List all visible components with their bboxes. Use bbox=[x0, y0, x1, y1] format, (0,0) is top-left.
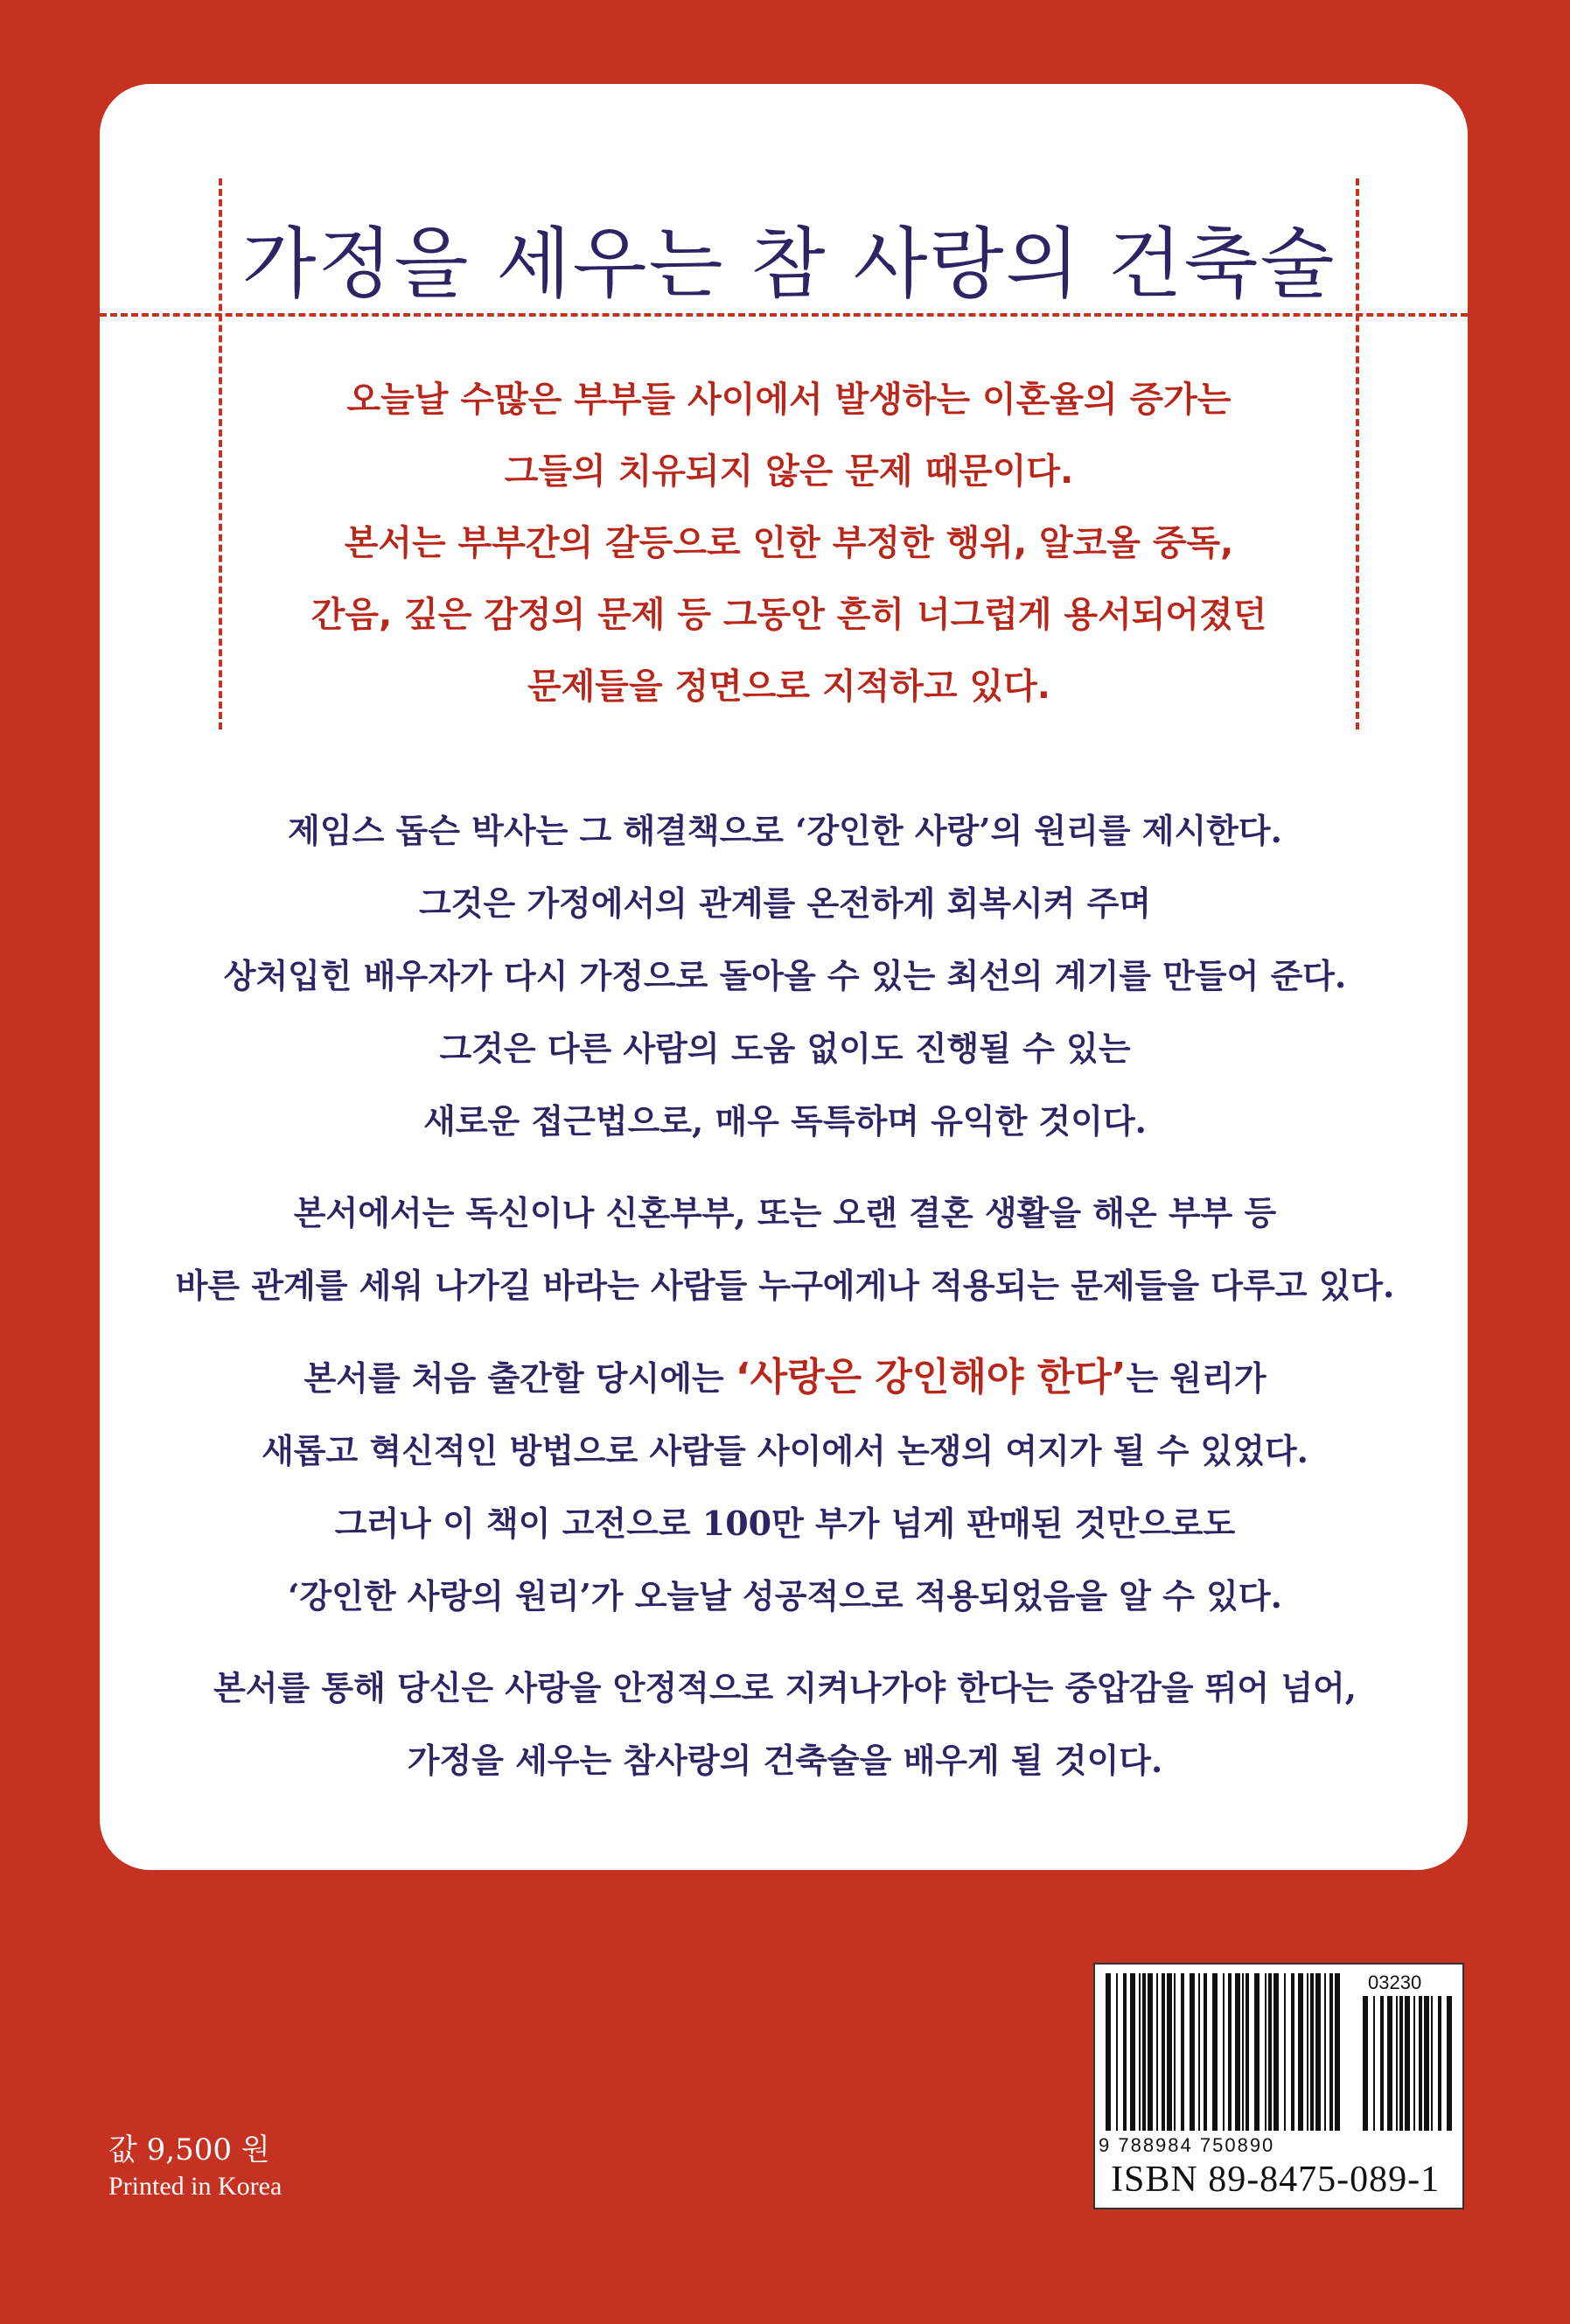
body-line: 바른 관계를 세워 나가길 바라는 사람들 누구에게나 적용되는 문제들을 다루고 있다. bbox=[175, 1266, 1395, 1305]
barcode-bar bbox=[1387, 1996, 1392, 2131]
body-line: 본서를 통해 당신은 사랑을 안정적으로 지켜나가야 한다는 중압감을 뛰어 넘어, bbox=[213, 1668, 1357, 1707]
body-line: ‘강인한 사랑의 원리’가 오늘날 성공적으로 적용되었음을 알 수 있다. bbox=[288, 1576, 1282, 1616]
barcode-bar bbox=[1198, 1973, 1200, 2131]
barcode-bar bbox=[1148, 1973, 1153, 2131]
body-line: 그것은 다른 사람의 도움 없이도 진행될 수 있는 bbox=[439, 1029, 1131, 1068]
summary-line: 문제들을 정면으로 지적하고 있다. bbox=[527, 666, 1050, 707]
printed-in-label: Printed in Korea bbox=[108, 2172, 283, 2201]
barcode-bar bbox=[1291, 1973, 1294, 2131]
barcode-bar bbox=[1298, 1973, 1303, 2131]
body-line: 새로운 접근법으로, 매우 독특하며 유익한 것이다. bbox=[423, 1101, 1147, 1141]
barcode-bar bbox=[1223, 1973, 1225, 2131]
barcode-bar bbox=[1315, 1973, 1321, 2131]
price-label: 값 9,500 원 bbox=[108, 2132, 270, 2167]
highlight-phrase: ‘사랑은 강인해야 한다’ bbox=[735, 1355, 1127, 1399]
barcode-bars-main bbox=[1106, 1973, 1340, 2131]
barcode-bar bbox=[1174, 1973, 1176, 2131]
barcode-bar bbox=[1242, 1973, 1244, 2131]
barcode-bar bbox=[1167, 1973, 1172, 2131]
barcode-bar bbox=[1190, 1973, 1195, 2131]
barcode-bars-addon bbox=[1363, 1996, 1452, 2131]
barcode-graphic bbox=[1095, 1965, 1466, 2157]
barcode-bar bbox=[1335, 1973, 1340, 2131]
barcode-bar bbox=[1268, 1973, 1272, 2131]
dashed-title-divider bbox=[100, 313, 1468, 317]
summary-block bbox=[236, 364, 1342, 722]
body-text-after-highlight: 는 원리가 bbox=[1126, 1358, 1266, 1398]
barcode-bar bbox=[1380, 1996, 1384, 2131]
paragraph-4 bbox=[140, 1651, 1430, 1797]
barcode-bar bbox=[1130, 1973, 1135, 2131]
barcode-bar bbox=[1156, 1973, 1158, 2131]
barcode-bar bbox=[1273, 1973, 1279, 2131]
body-text-before-highlight: 본서를 처음 출간할 당시에는 bbox=[304, 1358, 736, 1398]
barcode-block bbox=[1093, 1963, 1464, 2209]
paragraph-1 bbox=[140, 794, 1430, 1157]
barcode-bar bbox=[1324, 1973, 1326, 2131]
body-line: 그러나 이 책이 고전으로 100만 부가 넘게 판매된 것만으로도 bbox=[334, 1504, 1236, 1543]
barcode-bar bbox=[1419, 1996, 1422, 2131]
barcode-bar bbox=[1310, 1973, 1314, 2131]
book-title: 가정을 세우는 참 사랑의 건축술 bbox=[241, 219, 1336, 309]
barcode-bar bbox=[1235, 1973, 1240, 2131]
paragraph-3 bbox=[140, 1341, 1430, 1632]
barcode-bar bbox=[1228, 1973, 1232, 2131]
summary-line: 그들의 치유되지 않은 문제 때문이다. bbox=[504, 451, 1074, 492]
barcode-bar bbox=[1142, 1973, 1146, 2131]
body-text bbox=[140, 794, 1430, 1816]
barcode-bar bbox=[1363, 1996, 1368, 2131]
barcode-bar bbox=[1424, 1996, 1429, 2131]
barcode-bar bbox=[1447, 1996, 1452, 2131]
barcode-bar bbox=[1396, 1996, 1398, 2131]
body-line: 상처입힌 배우자가 다시 가정으로 돌아올 수 있는 최선의 계기를 만들어 준다. bbox=[223, 956, 1347, 995]
barcode-bar bbox=[1106, 1973, 1111, 2131]
barcode-bar bbox=[1265, 1973, 1266, 2131]
barcode-bar bbox=[1329, 1973, 1333, 2131]
barcode-bar bbox=[1139, 1973, 1141, 2131]
barcode-bar bbox=[1116, 1973, 1118, 2131]
summary-line: 본서는 부부간의 갈등으로 인한 부정한 행위, 알코올 중독, bbox=[344, 523, 1234, 563]
barcode-bar bbox=[1438, 1996, 1441, 2131]
barcode-bar bbox=[1181, 1973, 1184, 2131]
body-line: 제임스 돕슨 박사는 그 해결책으로 ‘강인한 사랑’의 원리를 제시한다. bbox=[288, 811, 1282, 850]
barcode-bar bbox=[1373, 1996, 1375, 2131]
barcode-bar bbox=[1204, 1973, 1207, 2131]
body-line: 가정을 세우는 참사랑의 건축술을 배우게 될 것이다. bbox=[407, 1741, 1163, 1780]
barcode-bar bbox=[1405, 1996, 1410, 2131]
barcode-bar bbox=[1399, 1996, 1403, 2131]
barcode-bar bbox=[1123, 1973, 1127, 2131]
summary-line: 간음, 깊은 감정의 문제 등 그동안 흔히 너그럽게 용서되어졌던 bbox=[311, 595, 1267, 635]
barcode-bar bbox=[1212, 1973, 1218, 2131]
barcode-bar bbox=[1307, 1973, 1308, 2131]
barcode-bar bbox=[1284, 1973, 1286, 2131]
summary-line: 오늘날 수많은 부부들 사이에서 발생하는 이혼율의 증가는 bbox=[346, 380, 1232, 420]
barcode-bar bbox=[1162, 1973, 1165, 2131]
barcode-bar bbox=[1254, 1973, 1259, 2131]
barcode-bar bbox=[1246, 1973, 1249, 2131]
body-line: 본서에서는 독신이나 신혼부부, 또는 오랜 결혼 생활을 해온 부부 등 bbox=[293, 1193, 1277, 1232]
paragraph-2 bbox=[140, 1176, 1430, 1322]
body-line: 그것은 가정에서의 관계를 온전하게 회복시켜 주며 bbox=[418, 883, 1152, 923]
body-line: 새롭고 혁신적인 방법으로 사람들 사이에서 논쟁의 여지가 될 수 있었다. bbox=[262, 1431, 1308, 1470]
barcode-bar bbox=[1431, 1996, 1433, 2131]
isbn-number: ISBN 89-8475-089-1 bbox=[1111, 2160, 1441, 2200]
barcode-bar bbox=[1413, 1996, 1415, 2131]
body-line-with-highlight bbox=[140, 1341, 1430, 1414]
barcode-addon-digits: 03230 bbox=[1368, 1972, 1422, 1993]
barcode-digits: 9 788984 750890 bbox=[1099, 2134, 1275, 2156]
